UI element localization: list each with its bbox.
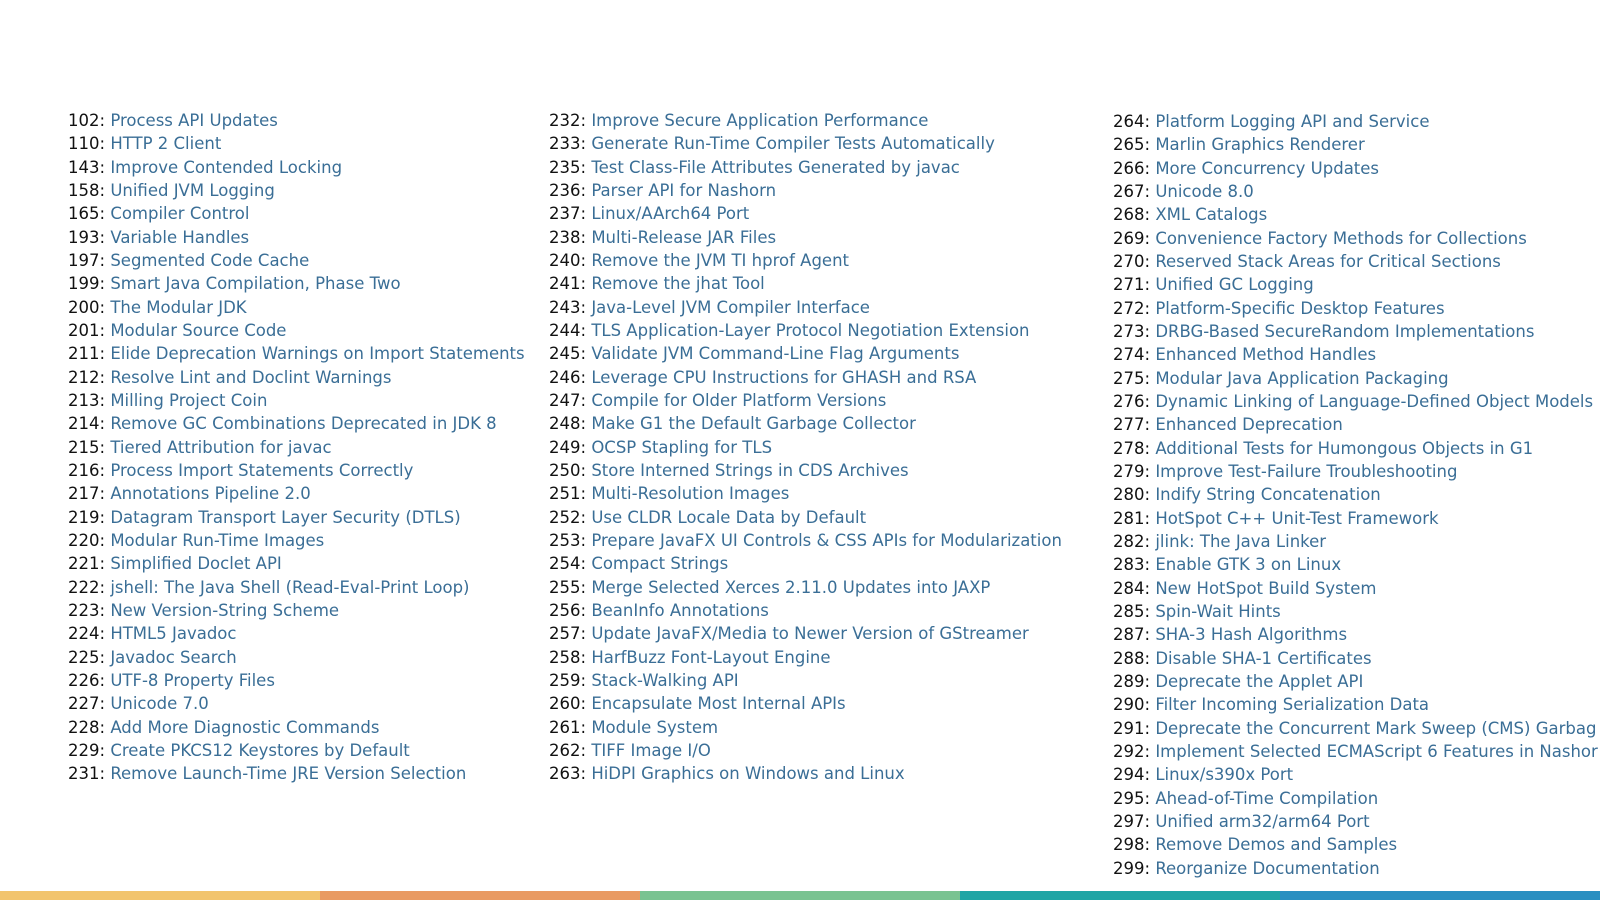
jep-title-link[interactable]: More Concurrency Updates: [1155, 158, 1380, 178]
jep-title-link[interactable]: Improve Secure Application Performance: [591, 111, 929, 130]
jep-title-link[interactable]: Deprecate the Concurrent Mark Sweep (CMS) Garbag: [1155, 718, 1597, 738]
jep-list-item: [1113, 483, 1598, 506]
stripe-segment-green: [640, 891, 960, 900]
jep-title-link[interactable]: Modular Source Code: [110, 320, 287, 340]
jep-list-item: [1113, 530, 1598, 553]
jep-list-item: [68, 716, 525, 739]
jep-title-link[interactable]: Process Import Statements Correctly: [110, 460, 414, 480]
jep-list-item: [68, 272, 525, 295]
jep-list-item: [68, 739, 525, 762]
jep-number: 246:: [549, 367, 587, 387]
jep-number: 288:: [1113, 648, 1151, 668]
jep-list-item: [1113, 763, 1598, 786]
jep-number: 292:: [1113, 741, 1151, 761]
jep-number: 298:: [1113, 835, 1151, 855]
jep-list-item: [1113, 133, 1598, 156]
jep-list-item: [68, 412, 525, 435]
jep-title-link[interactable]: Datagram Transport Layer Security (DTLS): [110, 507, 461, 527]
jep-title-link[interactable]: BeanInfo Annotations: [591, 600, 769, 620]
jep-number: 201:: [68, 320, 106, 340]
jep-list-item: [68, 459, 525, 482]
jep-number: 287:: [1113, 625, 1151, 645]
jep-list-item: [68, 762, 525, 785]
jep-number: 197:: [68, 250, 106, 270]
jep-number: 275:: [1113, 368, 1151, 388]
jep-list-item: [1113, 553, 1598, 576]
jep-number: 283:: [1113, 555, 1151, 575]
jep-number: 165:: [68, 204, 106, 224]
jep-list-item: [549, 716, 1062, 739]
jep-title-link[interactable]: Additional Tests for Humongous Objects in G1: [1155, 438, 1534, 458]
jep-list-item: [549, 296, 1062, 319]
jep-list-item: [68, 389, 525, 412]
jep-number: 259:: [549, 670, 587, 690]
stripe-segment-orange: [320, 891, 640, 900]
jep-list-item: [1113, 693, 1598, 716]
jep-title-link[interactable]: Ahead-of-Time Compilation: [1155, 788, 1379, 808]
jep-list-item: [549, 179, 1062, 202]
jep-number: 224:: [68, 624, 106, 644]
jep-title-link[interactable]: Unified arm32/arm64 Port: [1155, 811, 1370, 831]
jep-list-item: [1113, 250, 1598, 273]
jep-list-item: [68, 692, 525, 715]
jep-title-link[interactable]: Platform-Specific Desktop Features: [1155, 298, 1445, 318]
jep-list-item: [549, 739, 1062, 762]
jep-number: 249:: [549, 437, 587, 457]
jep-number: 278:: [1113, 438, 1151, 458]
jep-number: 257:: [549, 624, 587, 644]
jep-number: 281:: [1113, 508, 1151, 528]
jep-list-item: [68, 202, 525, 225]
jep-list-item: [549, 506, 1062, 529]
jep-list-item: [68, 436, 525, 459]
jep-list-item: [1113, 740, 1598, 763]
jep-title-link[interactable]: TIFF Image I/O: [591, 740, 711, 760]
jep-list-item: [1113, 857, 1598, 880]
jep-title-link[interactable]: Multi-Release JAR Files: [591, 227, 777, 247]
stripe-segment-blue: [1280, 891, 1600, 900]
jep-list-item: [68, 482, 525, 505]
jep-title-link[interactable]: Marlin Graphics Renderer: [1155, 135, 1365, 155]
jep-number: 253:: [549, 530, 587, 550]
jep-number: 251:: [549, 484, 587, 504]
jep-title-link[interactable]: jshell: The Java Shell (Read-Eval-Print Loop): [110, 577, 470, 597]
jep-number: 264:: [1113, 112, 1151, 131]
jep-list-item: [1113, 507, 1598, 530]
jep-number: 158:: [68, 180, 106, 200]
jep-number: 274:: [1113, 345, 1151, 365]
jep-number: 235:: [549, 157, 587, 177]
jep-title-link[interactable]: jlink: The Java Linker: [1155, 531, 1327, 551]
jep-list-item: [68, 576, 525, 599]
jep-list-item: [68, 319, 525, 342]
jep-list-item: [1113, 717, 1598, 740]
jep-number: 247:: [549, 390, 587, 410]
jep-number: 262:: [549, 740, 587, 760]
jep-number: 240:: [549, 250, 587, 270]
jep-number: 295:: [1113, 788, 1151, 808]
jep-title-link[interactable]: Remove GC Combinations Deprecated in JDK 8: [110, 414, 497, 434]
jep-number: 231:: [68, 764, 106, 784]
jep-list-item: [68, 156, 525, 179]
jep-number: 248:: [549, 414, 587, 434]
jep-title-link[interactable]: Make G1 the Default Garbage Collector: [591, 414, 916, 434]
jep-title-link[interactable]: Parser API for Nashorn: [591, 180, 777, 200]
jep-list-item: [549, 226, 1062, 249]
jep-list-item: [68, 552, 525, 575]
jep-list-column-3: [1113, 110, 1598, 880]
jep-number: 143:: [68, 157, 106, 177]
jep-title-link[interactable]: DRBG-Based SecureRandom Implementations: [1155, 321, 1535, 341]
jep-list-item: [549, 762, 1062, 785]
jep-title-link[interactable]: Spin-Wait Hints: [1155, 601, 1281, 621]
jep-number: 216:: [68, 460, 106, 480]
jep-number: 276:: [1113, 391, 1151, 411]
jep-list-item: [549, 576, 1062, 599]
jep-list-item: [68, 622, 525, 645]
jep-number: 291:: [1113, 718, 1151, 738]
jep-list-item: [1113, 437, 1598, 460]
jep-title-link[interactable]: HTTP 2 Client: [110, 134, 222, 154]
jep-list-item: [549, 622, 1062, 645]
jep-number: 221:: [68, 554, 106, 574]
jep-title-link[interactable]: Create PKCS12 Keystores by Default: [110, 740, 410, 760]
jep-title-link[interactable]: Variable Handles: [110, 227, 250, 247]
jep-list-item: [68, 109, 525, 132]
jep-number: 279:: [1113, 461, 1151, 481]
jep-number: 267:: [1113, 181, 1151, 201]
jep-number: 110:: [68, 134, 106, 154]
jep-title-link[interactable]: Store Interned Strings in CDS Archives: [591, 460, 909, 480]
jep-title-link[interactable]: Stack-Walking API: [591, 670, 739, 690]
jep-list-item: [68, 179, 525, 202]
jep-list-item: [1113, 390, 1598, 413]
jep-list-item: [1113, 180, 1598, 203]
jep-list-item: [549, 202, 1062, 225]
jep-number: 223:: [68, 600, 106, 620]
jep-number: 213:: [68, 390, 106, 410]
jep-number: 238:: [549, 227, 587, 247]
jep-title-link[interactable]: HarfBuzz Font-Layout Engine: [591, 647, 831, 667]
jep-number: 285:: [1113, 601, 1151, 621]
jep-title-link[interactable]: Compile for Older Platform Versions: [591, 390, 887, 410]
jep-title-link[interactable]: Modular Java Application Packaging: [1155, 368, 1449, 388]
jep-list-item: [1113, 297, 1598, 320]
jep-list-item: [1113, 647, 1598, 670]
jep-title-link[interactable]: Compiler Control: [110, 204, 250, 224]
jep-number: 270:: [1113, 251, 1151, 271]
jep-number: 211:: [68, 344, 106, 364]
jep-list-item: [549, 249, 1062, 272]
jep-number: 233:: [549, 134, 587, 154]
jep-list-item: [1113, 787, 1598, 810]
jep-title-link[interactable]: Unicode 8.0: [1155, 181, 1254, 201]
jep-number: 277:: [1113, 415, 1151, 435]
jep-list-item: [549, 132, 1062, 155]
jep-list-item: [1113, 577, 1598, 600]
jep-list-item: [1113, 460, 1598, 483]
jep-number: 212:: [68, 367, 106, 387]
jep-list-item: [549, 599, 1062, 622]
jep-list-item: [549, 366, 1062, 389]
jep-title-link[interactable]: Annotations Pipeline 2.0: [110, 484, 311, 504]
jep-list-item: [1113, 623, 1598, 646]
jep-list-item: [68, 599, 525, 622]
jep-number: 222:: [68, 577, 106, 597]
jep-title-link[interactable]: Remove the JVM TI hprof Agent: [591, 250, 850, 270]
jep-list-item: [549, 389, 1062, 412]
jep-number: 237:: [549, 204, 587, 224]
jep-title-link[interactable]: Tiered Attribution for javac: [110, 437, 332, 457]
jep-number: 252:: [549, 507, 587, 527]
jep-list-item: [549, 646, 1062, 669]
jep-number: 297:: [1113, 811, 1151, 831]
jep-number: 260:: [549, 694, 587, 714]
jep-list-item: [549, 529, 1062, 552]
jep-list-item: [549, 319, 1062, 342]
jep-list-item: [549, 552, 1062, 575]
jep-title-link[interactable]: Smart Java Compilation, Phase Two: [110, 274, 401, 294]
stripe-segment-yellow: [0, 891, 320, 900]
jep-number: 289:: [1113, 671, 1151, 691]
stripe-segment-teal: [960, 891, 1280, 900]
jep-list-item: [68, 226, 525, 249]
jep-number: 236:: [549, 180, 587, 200]
jep-title-link[interactable]: Deprecate the Applet API: [1155, 671, 1364, 691]
jep-title-link[interactable]: Enhanced Method Handles: [1155, 345, 1377, 365]
jep-number: 282:: [1113, 531, 1151, 551]
jep-number: 229:: [68, 740, 106, 760]
jep-number: 272:: [1113, 298, 1151, 318]
jep-number: 244:: [549, 320, 587, 340]
jep-title-link[interactable]: Milling Project Coin: [110, 390, 268, 410]
jep-title-link[interactable]: Unified JVM Logging: [110, 180, 275, 200]
jep-title-link[interactable]: Linux/AArch64 Port: [591, 204, 750, 224]
jep-list-item: [68, 366, 525, 389]
jep-list-item: [68, 506, 525, 529]
jep-number: 290:: [1113, 695, 1151, 715]
jep-title-link[interactable]: TLS Application-Layer Protocol Negotiation Extension: [591, 320, 1030, 340]
jep-number: 263:: [549, 764, 587, 784]
jep-title-link[interactable]: Update JavaFX/Media to Newer Version of GStreamer: [591, 624, 1029, 644]
jep-list-item: [68, 646, 525, 669]
jep-list-item: [549, 342, 1062, 365]
jep-title-link[interactable]: Unified GC Logging: [1155, 275, 1314, 295]
jep-title-link[interactable]: HotSpot C++ Unit-Test Framework: [1155, 508, 1439, 528]
jep-title-link[interactable]: Remove Demos and Samples: [1155, 835, 1398, 855]
jep-list-item: [549, 669, 1062, 692]
jep-number: 268:: [1113, 205, 1151, 225]
jep-number: 227:: [68, 694, 106, 714]
jep-list-column-1: [68, 109, 525, 786]
jep-number: 271:: [1113, 275, 1151, 295]
jep-list-item: [549, 459, 1062, 482]
jep-title-link[interactable]: Java-Level JVM Compiler Interface: [591, 297, 870, 317]
jep-title-link[interactable]: Validate JVM Command-Line Flag Arguments: [591, 344, 960, 364]
jep-list-item: [1113, 600, 1598, 623]
jep-number: 294:: [1113, 765, 1151, 785]
jep-number: 269:: [1113, 228, 1151, 248]
jep-list-item: [68, 669, 525, 692]
jep-list-item: [1113, 343, 1598, 366]
jep-title-link[interactable]: Segmented Code Cache: [110, 250, 310, 270]
jep-title-link[interactable]: UTF-8 Property Files: [110, 670, 275, 690]
jep-number: 214:: [68, 414, 106, 434]
jep-title-link[interactable]: Prepare JavaFX UI Controls & CSS APIs for Modularization: [591, 530, 1062, 550]
jep-list-item: [1113, 203, 1598, 226]
jep-number: 228:: [68, 717, 106, 737]
jep-list-item: [549, 272, 1062, 295]
jep-title-link[interactable]: Generate Run-Time Compiler Tests Automatically: [591, 134, 995, 154]
jep-number: 265:: [1113, 135, 1151, 155]
jep-title-link[interactable]: Simplified Doclet API: [110, 554, 282, 574]
jep-number: 220:: [68, 530, 106, 550]
jep-list-item: [1113, 833, 1598, 856]
jep-list-item: [549, 156, 1062, 179]
jep-number: 299:: [1113, 858, 1151, 878]
jep-list-item: [549, 692, 1062, 715]
jep-title-link[interactable]: New Version-String Scheme: [110, 600, 340, 620]
jep-title-link[interactable]: OCSP Stapling for TLS: [591, 437, 773, 457]
jep-title-link[interactable]: Convenience Factory Methods for Collections: [1155, 228, 1527, 248]
jep-list-item: [1113, 273, 1598, 296]
jep-title-link[interactable]: SHA-3 Hash Algorithms: [1155, 625, 1348, 645]
jep-number: 215:: [68, 437, 106, 457]
jep-number: 200:: [68, 297, 106, 317]
jep-number: 241:: [549, 274, 587, 294]
jep-list-item: [549, 482, 1062, 505]
jep-title-link[interactable]: Improve Test-Failure Troubleshooting: [1155, 461, 1458, 481]
jep-list-item: [1113, 157, 1598, 180]
jep-title-link[interactable]: Process API Updates: [110, 111, 278, 130]
jep-title-link[interactable]: Remove the jhat Tool: [591, 274, 765, 294]
jep-list-item: [1113, 670, 1598, 693]
jep-title-link[interactable]: Disable SHA-1 Certificates: [1155, 648, 1372, 668]
jep-number: 232:: [549, 111, 587, 130]
jep-title-link[interactable]: Multi-Resolution Images: [591, 484, 790, 504]
jep-number: 243:: [549, 297, 587, 317]
jep-list-item: [549, 412, 1062, 435]
jep-title-link[interactable]: Leverage CPU Instructions for GHASH and RSA: [591, 367, 977, 387]
jep-title-link[interactable]: The Modular JDK: [110, 297, 247, 317]
jep-number: 250:: [549, 460, 587, 480]
jep-title-link[interactable]: XML Catalogs: [1155, 205, 1268, 225]
jep-number: 245:: [549, 344, 587, 364]
jep-title-link[interactable]: New HotSpot Build System: [1155, 578, 1377, 598]
jep-title-link[interactable]: Use CLDR Locale Data by Default: [591, 507, 867, 527]
jep-number: 273:: [1113, 321, 1151, 341]
jep-title-link[interactable]: Implement Selected ECMAScript 6 Features in Nashor: [1155, 741, 1598, 761]
jep-title-link[interactable]: Module System: [591, 717, 719, 737]
jep-number: 226:: [68, 670, 106, 690]
jep-number: 261:: [549, 717, 587, 737]
jep-list-item: [68, 132, 525, 155]
jep-title-link[interactable]: Dynamic Linking of Language-Defined Object Models: [1155, 391, 1594, 411]
jep-title-link[interactable]: Test Class-File Attributes Generated by javac: [591, 157, 960, 177]
jep-number: 199:: [68, 274, 106, 294]
jep-title-link[interactable]: HTML5 Javadoc: [110, 624, 237, 644]
jep-title-link[interactable]: Indify String Concatenation: [1155, 485, 1381, 505]
jep-list-item: [1113, 320, 1598, 343]
jep-number: 225:: [68, 647, 106, 667]
jep-list-item: [1113, 810, 1598, 833]
jep-list-item: [1113, 413, 1598, 436]
jep-title-link[interactable]: Enhanced Deprecation: [1155, 415, 1343, 435]
jep-number: 258:: [549, 647, 587, 667]
jep-list-item: [68, 296, 525, 319]
jep-number: 256:: [549, 600, 587, 620]
jep-title-link[interactable]: Javadoc Search: [110, 647, 237, 667]
jep-number: 255:: [549, 577, 587, 597]
jep-title-link[interactable]: Unicode 7.0: [110, 694, 209, 714]
jep-list-column-2: [549, 109, 1062, 786]
jep-title-link[interactable]: Filter Incoming Serialization Data: [1155, 695, 1430, 715]
jep-number: 219:: [68, 507, 106, 527]
jep-list-item: [549, 109, 1062, 132]
jep-title-link[interactable]: Add More Diagnostic Commands: [110, 717, 380, 737]
jep-title-link[interactable]: Resolve Lint and Doclint Warnings: [110, 367, 392, 387]
jep-title-link[interactable]: HiDPI Graphics on Windows and Linux: [591, 764, 905, 784]
jep-number: 102:: [68, 111, 106, 130]
jep-title-link[interactable]: Remove Launch-Time JRE Version Selection: [110, 764, 467, 784]
jep-list-item: [1113, 110, 1598, 133]
footer-color-stripe: [0, 891, 1600, 900]
jep-number: 266:: [1113, 158, 1151, 178]
jep-title-link[interactable]: Reserved Stack Areas for Critical Sections: [1155, 251, 1501, 271]
jep-number: 280:: [1113, 485, 1151, 505]
jep-number: 217:: [68, 484, 106, 504]
jep-title-link[interactable]: Linux/s390x Port: [1155, 765, 1294, 785]
jep-title-link[interactable]: Modular Run-Time Images: [110, 530, 325, 550]
jep-title-link[interactable]: Encapsulate Most Internal APIs: [591, 694, 846, 714]
jep-list-item: [68, 342, 525, 365]
jep-number: 284:: [1113, 578, 1151, 598]
jep-list-item: [68, 529, 525, 552]
jep-number: 254:: [549, 554, 587, 574]
jep-title-link[interactable]: Improve Contended Locking: [110, 157, 343, 177]
jep-title-link[interactable]: Merge Selected Xerces 2.11.0 Updates into JAXP: [591, 577, 991, 597]
jep-list-item: [549, 436, 1062, 459]
jep-title-link[interactable]: Compact Strings: [591, 554, 729, 574]
jep-title-link[interactable]: Reorganize Documentation: [1155, 858, 1380, 878]
jep-title-link[interactable]: Platform Logging API and Service: [1155, 112, 1430, 131]
jep-list-item: [1113, 367, 1598, 390]
jep-list-item: [68, 249, 525, 272]
jep-number: 193:: [68, 227, 106, 247]
jep-title-link[interactable]: Enable GTK 3 on Linux: [1155, 555, 1342, 575]
jep-title-link[interactable]: Elide Deprecation Warnings on Import Statements: [110, 344, 525, 364]
jep-list-item: [1113, 227, 1598, 250]
